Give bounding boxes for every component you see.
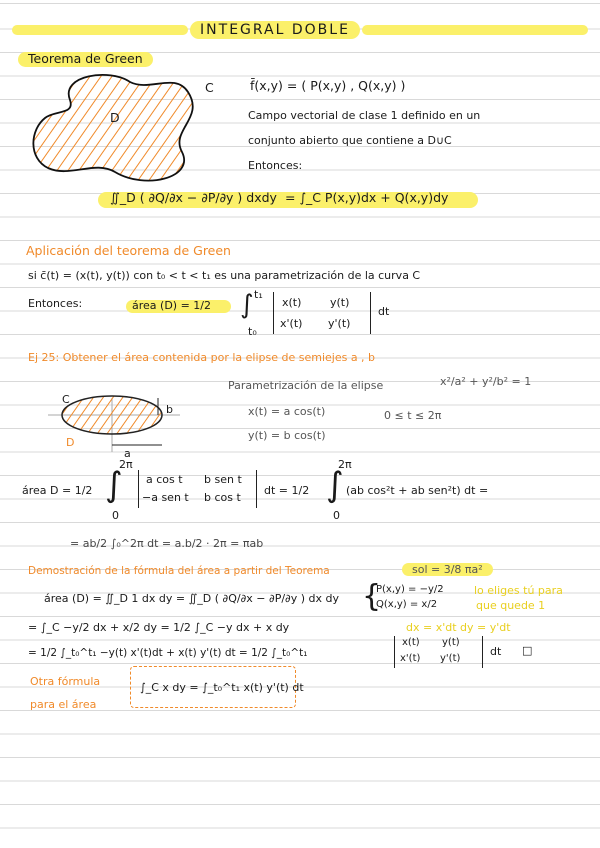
matrix-cell: x'(t) bbox=[280, 317, 303, 330]
page-title: INTEGRAL DOBLE bbox=[190, 21, 360, 39]
field-description-2: conjunto abierto que contiene a D∪C bbox=[248, 134, 452, 147]
region-d-blob bbox=[33, 75, 192, 181]
ellipse-equation: x²/a² + y²/b² = 1 bbox=[440, 375, 532, 388]
matrix-cell: x'(t) bbox=[400, 653, 421, 664]
dt-label: dt bbox=[378, 305, 390, 318]
area-formula-label: área (D) = 1/2 bbox=[132, 299, 211, 312]
det-bar-left bbox=[273, 292, 274, 334]
param-title: Parametrización de la elipse bbox=[228, 379, 384, 392]
then-label: Entonces: bbox=[248, 159, 303, 172]
ellipse-region bbox=[62, 393, 162, 434]
application-heading: Aplicación del teorema de Green bbox=[26, 243, 231, 258]
note-line-1: lo eliges tú para bbox=[474, 584, 563, 597]
matrix-cell: y(t) bbox=[330, 296, 350, 309]
note-line-2: que quede 1 bbox=[476, 599, 546, 612]
det-bar-right bbox=[256, 470, 257, 508]
matrix-cell: a cos t bbox=[146, 473, 183, 486]
dt-equals-half: dt = 1/2 bbox=[264, 484, 310, 497]
limit-upper: 2π bbox=[338, 458, 352, 471]
matrix-cell: x(t) bbox=[402, 637, 420, 648]
demo-heading: Demostración de la fórmula del área a partir del Teorema bbox=[28, 565, 330, 577]
matrix-cell: x(t) bbox=[282, 296, 302, 309]
green-formula-right: = ∫_C P(x,y)dx + Q(x,y)dy bbox=[285, 190, 449, 205]
application-line-1: si c̄(t) = (x(t), y(t)) con t₀ < t < t₁ es una parametrización de la curva C bbox=[28, 269, 421, 282]
green-heading: Teorema de Green bbox=[18, 52, 153, 67]
other-label-1: Otra fórmula bbox=[30, 675, 101, 688]
param-x: x(t) = a cos(t) bbox=[248, 405, 326, 418]
matrix-cell: b cos t bbox=[204, 491, 241, 504]
solution-badge: sol = 3/8 πa² bbox=[402, 563, 493, 576]
limit-lower: 0 bbox=[333, 509, 340, 522]
matrix-cell: y(t) bbox=[442, 637, 460, 648]
param-range: 0 ≤ t ≤ 2π bbox=[384, 409, 442, 422]
blob-label-c: C bbox=[205, 80, 214, 95]
param-y: y(t) = b cos(t) bbox=[248, 429, 326, 442]
integral-sign: ∫ bbox=[240, 290, 254, 320]
demo-line-1: área (D) = ∬_D 1 dx dy = ∬_D ( ∂Q/∂x − ∂P/∂y ) dx dy bbox=[44, 592, 340, 605]
application-then: Entonces: bbox=[28, 297, 83, 310]
limit-lower: t₀ bbox=[248, 325, 257, 338]
limit-lower: 0 bbox=[112, 509, 119, 522]
ellipse-label-b: b bbox=[166, 403, 173, 416]
dt-label: dt bbox=[490, 645, 502, 658]
matrix-cell: y'(t) bbox=[440, 653, 461, 664]
integral-sign: ∫ bbox=[326, 465, 344, 505]
ellipse-label-a: a bbox=[124, 447, 131, 460]
det-bar-right bbox=[482, 636, 483, 668]
qed-symbol: □ bbox=[522, 644, 533, 657]
ellipse-label-c: C bbox=[62, 393, 70, 406]
matrix-cell: y'(t) bbox=[328, 317, 351, 330]
integral-sign: ∫ bbox=[105, 465, 123, 505]
integrand: (ab cos²t + ab sen²t) dt = bbox=[346, 484, 489, 497]
limit-upper: 2π bbox=[119, 458, 133, 471]
limit-upper: t₁ bbox=[254, 288, 263, 301]
other-formula: ∫_C x dy = ∫_t₀^t₁ x(t) y'(t) dt bbox=[140, 681, 304, 694]
field-description-1: Campo vectorial de clase 1 definido en un bbox=[248, 109, 481, 122]
det-bar-right bbox=[370, 292, 371, 334]
demo-line-2: = ∫_C −y/2 dx + x/2 dy = 1/2 ∫_C −y dx + x dy bbox=[28, 621, 290, 634]
example-heading: Ej 25: Obtener el área contenida por la elipse de semiejes a , b bbox=[28, 351, 376, 364]
other-label-2: para el área bbox=[30, 698, 97, 711]
green-formula-left: ∬_D ( ∂Q/∂x − ∂P/∂y ) dxdy bbox=[110, 190, 277, 205]
example-result: = ab/2 ∫₀^2π dt = a.b/2 · 2π = πab bbox=[70, 537, 264, 550]
matrix-cell: b sen t bbox=[204, 473, 242, 486]
q-choice: Q(x,y) = x/2 bbox=[376, 599, 438, 610]
vector-field: f̄(x,y) = ( P(x,y) , Q(x,y) ) bbox=[250, 78, 406, 93]
blob-label-d: D bbox=[110, 110, 120, 125]
demo-line-3: = 1/2 ∫_t₀^t₁ −y(t) x'(t)dt + x(t) y'(t) dt = 1/2 ∫_t₀^t₁ bbox=[28, 647, 308, 659]
substitution-note: dx = x'dt dy = y'dt bbox=[406, 621, 511, 634]
det-bar-left bbox=[394, 636, 395, 668]
det-bar-left bbox=[138, 470, 139, 508]
p-choice: P(x,y) = −y/2 bbox=[376, 584, 444, 595]
matrix-cell: −a sen t bbox=[142, 491, 189, 504]
ellipse-label-d: D bbox=[66, 436, 75, 449]
brace: { bbox=[362, 579, 382, 614]
area-d-line: área D = 1/2 bbox=[22, 484, 93, 497]
